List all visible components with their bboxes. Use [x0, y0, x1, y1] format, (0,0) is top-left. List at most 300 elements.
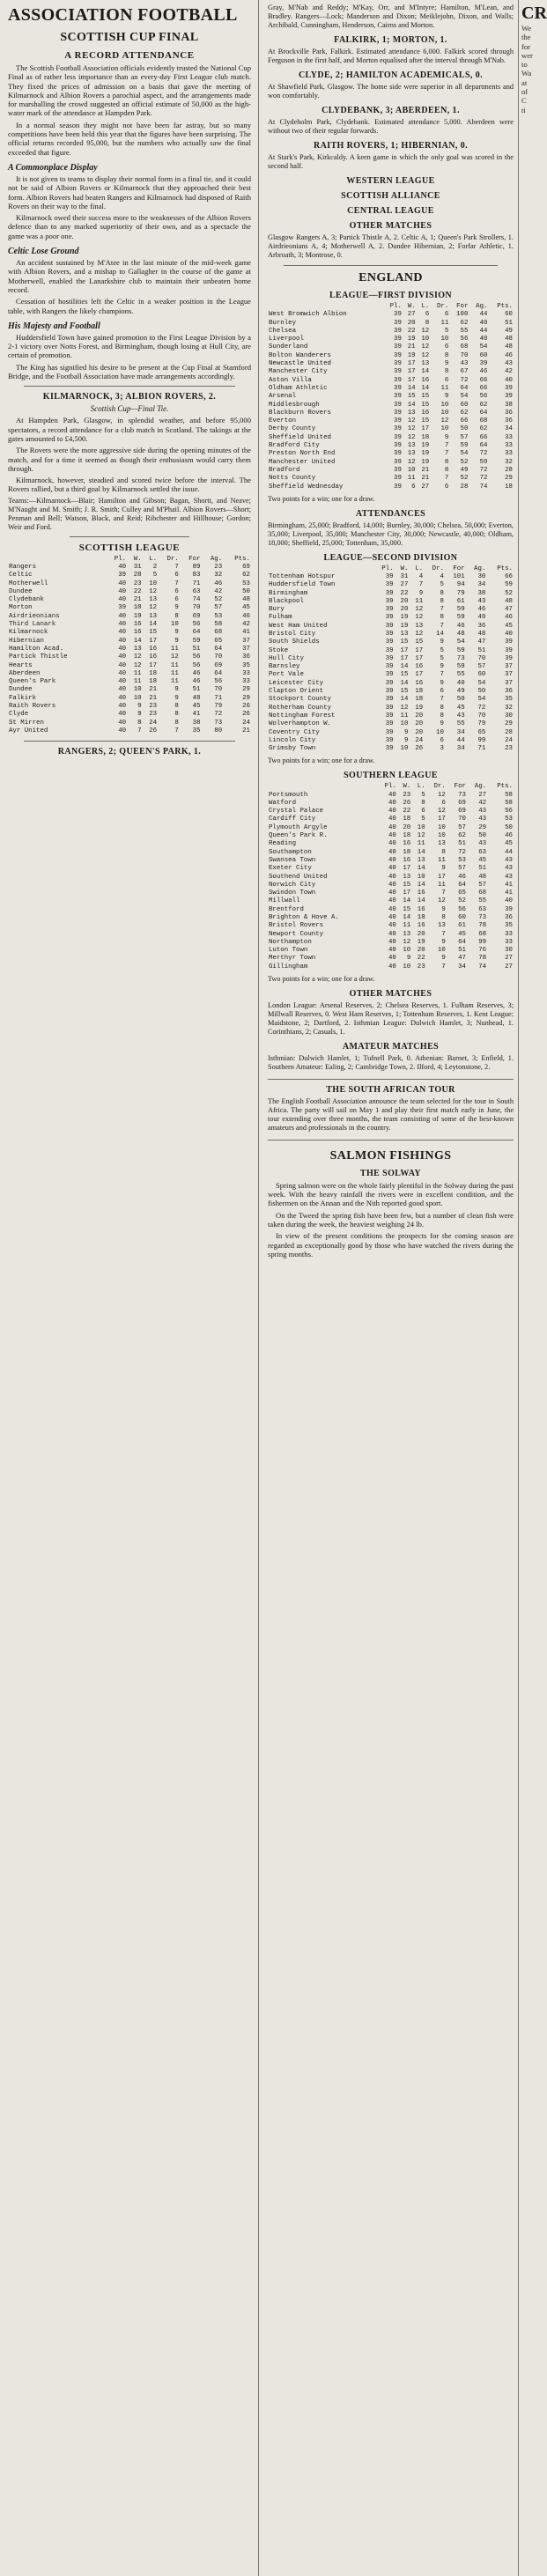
edge-line: Wa: [521, 69, 532, 78]
table-row: [8, 720, 251, 727]
stat-cell: 40: [118, 694, 127, 702]
stat-cell: 40: [388, 848, 396, 856]
stat-cell: 8: [440, 614, 444, 622]
stat-cell: 40: [388, 914, 396, 921]
stat-cell: 12: [437, 897, 446, 905]
team-name: Liverpool: [269, 336, 304, 343]
stat-cell: 57: [214, 604, 223, 612]
stat-cell: 59: [456, 663, 465, 671]
stat-cell: 9: [174, 686, 179, 694]
table-row: [268, 573, 514, 581]
column-header: Pts.: [497, 783, 513, 791]
team-name: Clyde: [9, 711, 29, 719]
scottish-league-heading: SCOTTISH LEAGUE: [78, 542, 181, 553]
team-name: Manchester City: [269, 368, 328, 376]
stat-cell: 21: [407, 343, 416, 351]
edge-heading-fragment: CR: [521, 4, 547, 23]
stat-cell: 13: [437, 840, 446, 848]
stat-cell: 57: [458, 823, 466, 831]
stat-cell: 8: [421, 799, 425, 807]
stat-cell: 11: [440, 319, 449, 327]
stat-cell: 56: [192, 621, 201, 629]
stat-cell: 8: [174, 612, 179, 620]
celtic-paragraphs: [8, 258, 251, 315]
stat-cell: 39: [394, 425, 402, 433]
table-row: [268, 745, 514, 753]
stat-cell: 40: [118, 661, 127, 669]
stat-cell: 39: [479, 360, 488, 368]
stat-cell: 59: [460, 442, 469, 450]
table-row: [8, 564, 251, 572]
table-row: [8, 613, 251, 621]
stat-cell: 9: [440, 663, 444, 671]
stat-cell: 17: [149, 637, 158, 645]
table-row: [8, 629, 251, 637]
table-row: [268, 343, 514, 351]
stat-cell: 14: [403, 914, 411, 921]
stat-cell: 5: [440, 646, 444, 654]
stat-cell: 39: [385, 671, 394, 679]
stat-cell: 14: [133, 637, 142, 645]
team-name: West Ham United: [269, 622, 328, 630]
stat-cell: 61: [456, 597, 465, 605]
stat-cell: 64: [458, 938, 466, 946]
stat-cell: 27: [407, 311, 416, 319]
team-name: Millwall: [269, 897, 300, 905]
stat-cell: 51: [478, 865, 487, 873]
stat-cell: 39: [505, 384, 513, 392]
stat-cell: 33: [505, 930, 513, 938]
column-header: L.: [421, 303, 430, 310]
stat-cell: 14: [417, 848, 425, 856]
stat-cell: 29: [505, 720, 513, 728]
stat-cell: 39: [394, 483, 402, 491]
stat-cell: 47: [458, 955, 466, 963]
stat-cell: 35: [505, 696, 513, 704]
table-row: [268, 808, 514, 816]
stat-cell: 48: [505, 336, 513, 343]
stat-cell: 49: [456, 688, 465, 696]
team-name: Queen's Park: [9, 678, 56, 686]
stat-cell: 60: [505, 311, 513, 319]
stat-cell: 11: [133, 678, 142, 686]
stat-cell: 78: [478, 922, 487, 930]
table-row: [268, 849, 514, 857]
stat-cell: 13: [133, 645, 142, 653]
stat-cell: 26: [415, 745, 424, 753]
edge-line: the: [521, 33, 531, 42]
table-row: [268, 442, 514, 450]
stat-cell: 60: [477, 671, 486, 679]
central-league-heading: CENTRAL LEAGUE: [347, 206, 434, 216]
stat-cell: 39: [394, 311, 402, 319]
stat-cell: 17: [149, 661, 158, 669]
stat-cell: 45: [458, 930, 466, 938]
stat-cell: 56: [192, 653, 201, 661]
stat-cell: 37: [242, 637, 250, 645]
stat-cell: 39: [118, 604, 127, 612]
stat-cell: 18: [415, 696, 424, 704]
stat-cell: 12: [407, 433, 416, 441]
stat-cell: 6: [174, 587, 179, 595]
stat-cell: 16: [133, 629, 142, 637]
stat-cell: 15: [149, 629, 158, 637]
stat-cell: 39: [394, 401, 402, 409]
stat-cell: 13: [407, 442, 416, 450]
stat-cell: 14: [417, 897, 425, 905]
stat-cell: 9: [440, 720, 444, 728]
table-row: [268, 352, 514, 360]
clydebank-aberdeen-heading: CLYDEBANK, 3; ABERDEEN, 1.: [322, 106, 460, 115]
stat-cell: 19: [417, 938, 425, 946]
stat-cell: 39: [394, 433, 402, 441]
stat-cell: 39: [385, 597, 394, 605]
paragraph: The Rovers were the more aggressive side during the opening minutes of the match, and for a time it seemed as though their enthusiasm would carry them through.: [8, 446, 251, 473]
stat-cell: 8: [440, 597, 444, 605]
stat-cell: 12: [407, 458, 416, 466]
stat-cell: 73: [456, 654, 465, 662]
team-name: Blackburn Rovers: [269, 409, 331, 417]
stat-cell: 54: [479, 343, 488, 351]
stat-cell: 23: [149, 703, 158, 711]
stat-cell: 39: [118, 572, 127, 579]
table-row: [268, 614, 514, 622]
stat-cell: 40: [388, 905, 396, 913]
team-name: Hull City: [269, 654, 304, 662]
stat-cell: 43: [478, 808, 487, 816]
stat-cell: 39: [385, 581, 394, 589]
table-row: [268, 737, 514, 745]
stat-cell: 39: [505, 646, 513, 654]
stat-cell: 14: [417, 865, 425, 873]
stat-cell: 56: [192, 661, 201, 669]
team-name: Blackpool: [269, 597, 304, 605]
southern-league-heading: SOUTHERN LEAGUE: [344, 771, 438, 781]
stat-cell: 14: [400, 696, 409, 704]
stat-cell: 51: [192, 645, 201, 653]
table-row: [268, 368, 514, 376]
stat-cell: 12: [133, 661, 142, 669]
stat-cell: 14: [421, 384, 430, 392]
stat-cell: 18: [505, 483, 513, 491]
stat-cell: 46: [242, 612, 250, 620]
stat-cell: 22: [403, 808, 411, 816]
stat-cell: 59: [456, 606, 465, 614]
stat-cell: 53: [214, 612, 223, 620]
stat-cell: 72: [214, 711, 223, 719]
stat-cell: 19: [133, 612, 142, 620]
stat-cell: 5: [444, 327, 449, 335]
stat-cell: 16: [417, 905, 425, 913]
stat-cell: 39: [385, 736, 394, 744]
edge-line: ti: [521, 105, 526, 114]
stat-cell: 38: [192, 719, 201, 727]
edge-line: at: [521, 78, 528, 87]
stat-cell: 69: [458, 799, 466, 807]
team-name: Cardiff City: [269, 816, 316, 823]
stat-cell: 22: [133, 587, 142, 595]
stat-cell: 40: [505, 376, 513, 384]
raith-hibernian-report: At Stark's Park, Kirkcaldy. A keen game in which the only goal was scored in the second half.: [268, 153, 514, 170]
stat-cell: 11: [437, 856, 446, 864]
table-row: [268, 832, 514, 840]
stat-cell: 40: [118, 563, 127, 571]
stat-cell: 64: [458, 881, 466, 889]
table-row: [268, 393, 514, 401]
stat-cell: 39: [394, 458, 402, 466]
stat-cell: 9: [441, 865, 446, 873]
stat-cell: 52: [460, 475, 469, 483]
stat-cell: 15: [400, 638, 409, 646]
table-row: [8, 646, 251, 653]
stat-cell: 64: [214, 669, 223, 677]
stat-cell: 45: [242, 604, 250, 612]
stat-cell: 15: [415, 638, 424, 646]
stat-cell: 24: [242, 719, 250, 727]
stat-cell: 63: [478, 848, 487, 856]
falkirk-morton-heading: FALKIRK, 1; MORTON, 1.: [334, 35, 447, 45]
stat-cell: 31: [400, 572, 409, 580]
table-row: [268, 417, 514, 425]
stat-cell: 57: [478, 881, 487, 889]
table-row: [8, 662, 251, 670]
stat-cell: 11: [170, 678, 179, 686]
stat-cell: 39: [394, 376, 402, 384]
table-row: [8, 621, 251, 629]
table-row: [268, 434, 514, 442]
divider: [24, 386, 235, 387]
table-row: [268, 425, 514, 433]
stat-cell: 18: [149, 678, 158, 686]
stat-cell: 21: [421, 475, 430, 483]
stat-cell: 38: [477, 589, 486, 597]
stat-cell: 19: [407, 336, 416, 343]
team-name: Barnsley: [269, 663, 300, 671]
stat-cell: 26: [242, 703, 250, 711]
stat-cell: 11: [407, 475, 416, 483]
column-header: Dr.: [166, 555, 179, 563]
stat-cell: 38: [505, 401, 513, 409]
stat-cell: 74: [192, 596, 201, 604]
stat-cell: 20: [415, 728, 424, 736]
table-row: [268, 483, 514, 491]
stat-cell: 63: [192, 587, 201, 595]
table-row: [8, 670, 251, 678]
stat-cell: 7: [440, 622, 444, 630]
stat-cell: 14: [421, 368, 430, 376]
right-column: [262, 0, 517, 2576]
stat-cell: 9: [441, 905, 446, 913]
stat-cell: 30: [477, 572, 486, 580]
stat-cell: 99: [477, 736, 486, 744]
stat-cell: 39: [394, 336, 402, 343]
paragraph: It is not given to teams to display their normal form in a final tie, and it could not be said of Albion Rovers or Kilmarnock that they approached their best form. Albion Rovers had beaten Rangers and Kilmarnock had disposed of Raith Rovers on their way to the final.: [8, 173, 251, 210]
stat-cell: 79: [456, 589, 465, 597]
stat-cell: 39: [385, 679, 394, 687]
team-name: Queen's Park R.: [269, 832, 328, 840]
stat-cell: 40: [118, 621, 127, 629]
stat-cell: 40: [118, 579, 127, 587]
stat-cell: 59: [505, 581, 513, 589]
stat-cell: 59: [456, 646, 465, 654]
team-name: Kilmarnock: [9, 629, 48, 637]
stat-cell: 64: [214, 645, 223, 653]
stat-cell: 10: [421, 336, 430, 343]
stat-cell: 21: [133, 596, 142, 604]
clydebank-aberdeen-report: At Clydeholm Park, Clydebank. Estimated attendance 5,000. Aberdeen were without two of their regular forwards.: [268, 118, 514, 135]
rangers-result-heading: RANGERS, 2; QUEEN'S PARK, 1.: [57, 747, 202, 757]
team-name: Birmingham: [269, 589, 308, 597]
stat-cell: 16: [417, 889, 425, 897]
table-row: [268, 410, 514, 417]
stat-cell: 43: [505, 873, 513, 881]
stat-cell: 63: [478, 905, 487, 913]
stat-cell: 57: [460, 433, 469, 441]
column-header: For: [188, 555, 201, 563]
stat-cell: 8: [441, 848, 446, 856]
team-name: Wolverhampton W.: [269, 720, 331, 728]
team-name: Falkirk: [9, 694, 37, 702]
stat-cell: 39: [385, 614, 394, 622]
stat-cell: 27: [478, 791, 487, 799]
stat-cell: 10: [407, 466, 416, 474]
stat-cell: 18: [403, 848, 411, 856]
clyde-hamilton-report: At Shawfield Park, Glasgow. The home side were superior in all departments and won comfortably.: [268, 83, 514, 100]
stat-cell: 71: [192, 579, 201, 587]
edge-text-fragments: [521, 24, 538, 114]
stat-cell: 18: [149, 669, 158, 677]
stat-cell: 18: [417, 914, 425, 921]
stat-cell: 18: [133, 604, 142, 612]
table-row: [268, 360, 514, 368]
stat-cell: 20: [417, 947, 425, 955]
salmon-heading: SALMON FISHINGS: [329, 1148, 452, 1163]
stat-cell: 40: [118, 686, 127, 694]
table-row: [8, 604, 251, 612]
stat-cell: 12: [421, 351, 430, 359]
stat-cell: 43: [505, 865, 513, 873]
stat-cell: 16: [403, 840, 411, 848]
stat-cell: 58: [214, 621, 223, 629]
stat-cell: 39: [394, 450, 402, 458]
stat-cell: 10: [149, 579, 158, 587]
table-row: [268, 939, 514, 947]
stat-cell: 9: [418, 589, 424, 597]
stat-cell: 72: [458, 848, 466, 856]
team-name: Morton: [9, 604, 33, 612]
team-name: Hibernian: [9, 637, 44, 645]
stat-cell: 52: [505, 589, 513, 597]
stat-cell: 29: [242, 694, 250, 702]
stat-cell: 11: [133, 669, 142, 677]
table-row: [268, 385, 514, 393]
stat-cell: 33: [505, 442, 513, 450]
stat-cell: 56: [214, 678, 223, 686]
stat-cell: 46: [479, 368, 488, 376]
stat-cell: 10: [133, 686, 142, 694]
team-name: Burnley: [269, 319, 297, 327]
team-name: Brentford: [269, 905, 304, 913]
stat-cell: 9: [441, 955, 446, 963]
stat-cell: 40: [118, 703, 127, 711]
stat-cell: 28: [133, 572, 142, 579]
stat-cell: 9: [403, 736, 409, 744]
column-header: Pl.: [384, 783, 396, 791]
stat-cell: 79: [477, 720, 486, 728]
stat-cell: 72: [479, 475, 488, 483]
stat-cell: 9: [137, 711, 142, 719]
stat-cell: 8: [440, 704, 444, 712]
stat-cell: 46: [477, 606, 486, 614]
stat-cell: 10: [440, 425, 449, 433]
stat-cell: 65: [214, 637, 223, 645]
table-row: [268, 882, 514, 889]
table-header-row: [268, 565, 514, 573]
stat-cell: 9: [406, 955, 411, 963]
stat-cell: 49: [460, 466, 469, 474]
stat-cell: 34: [477, 581, 486, 589]
stat-cell: 48: [242, 596, 250, 604]
column-header: For: [454, 783, 466, 791]
team-name: Hamilton Acad.: [9, 645, 64, 653]
stat-cell: 39: [394, 384, 402, 392]
section-masthead: ASSOCIATION FOOTBALL: [8, 5, 238, 25]
stat-cell: 5: [440, 581, 444, 589]
stat-cell: 15: [400, 688, 409, 696]
stat-cell: 23: [403, 791, 411, 799]
stat-cell: 19: [421, 442, 430, 450]
tour-heading: THE SOUTH AFRICAN TOUR: [326, 1084, 455, 1095]
table-row: [268, 922, 514, 930]
stat-cell: 37: [242, 645, 250, 653]
stat-cell: 40: [388, 840, 396, 848]
team-name: Brighton & Hove A.: [269, 914, 339, 921]
stat-cell: 12: [415, 606, 424, 614]
stat-cell: 9: [441, 938, 446, 946]
stat-cell: 4: [440, 572, 444, 580]
team-name: Ayr United: [9, 727, 48, 734]
intro-paragraphs: [8, 63, 251, 157]
team-name: Bristol City: [269, 631, 316, 638]
stat-cell: 8: [444, 368, 449, 376]
team-name: Merthyr Town: [269, 955, 316, 963]
stat-cell: 44: [479, 311, 488, 319]
stat-cell: 37: [505, 671, 513, 679]
stat-cell: 27: [505, 963, 513, 971]
stat-cell: 23: [133, 579, 142, 587]
stat-cell: 37: [505, 679, 513, 687]
edge-column: [520, 0, 547, 2576]
stat-cell: 40: [505, 631, 513, 638]
stat-cell: 21: [149, 694, 158, 702]
stat-cell: 40: [388, 832, 396, 840]
stat-cell: 50: [460, 425, 469, 433]
column-header: [268, 783, 377, 791]
stat-cell: 40: [118, 645, 127, 653]
stat-cell: 11: [403, 922, 411, 930]
stat-cell: 6: [444, 376, 449, 384]
stat-cell: 46: [505, 832, 513, 840]
stat-cell: 56: [460, 336, 469, 343]
stat-cell: 8: [444, 351, 449, 359]
stat-cell: 43: [505, 856, 513, 864]
column-header: Ag.: [210, 555, 223, 563]
stat-cell: 40: [388, 889, 396, 897]
stat-cell: 69: [192, 612, 201, 620]
team-name: Tottenham Hotspur: [269, 572, 336, 580]
stat-cell: 53: [242, 579, 250, 587]
stat-cell: 7: [440, 606, 444, 614]
